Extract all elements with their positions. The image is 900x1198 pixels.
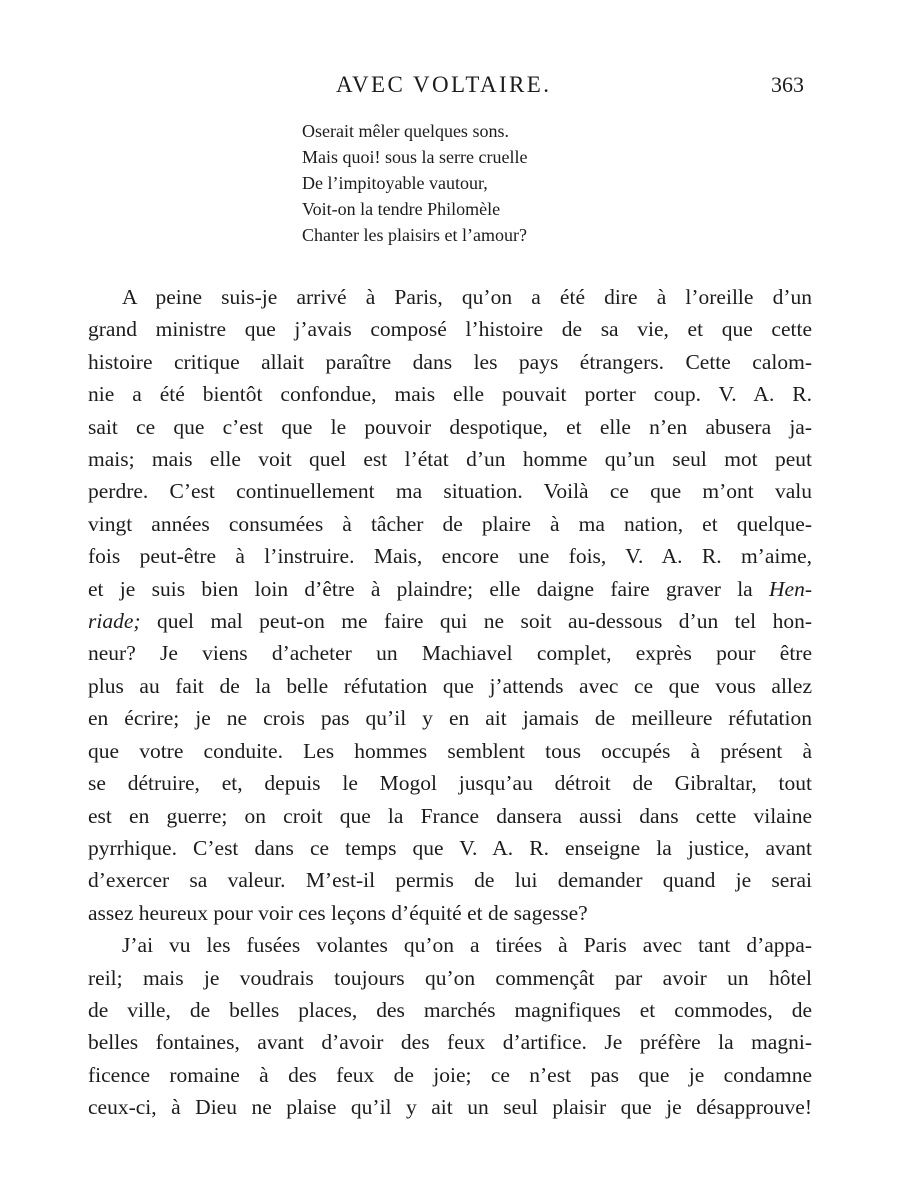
text-line: en écrire; je ne crois pas qu’il y en ait jamais de meilleure réfutation	[88, 706, 812, 731]
paragraph-2	[88, 929, 812, 1123]
text-line: A peine suis-je arrivé à Paris, qu’on a été dire à l’oreille d’un	[122, 285, 812, 309]
text-line: se détruire, et, depuis le Mogol jusqu’au détroit de Gibraltar, tout	[88, 771, 812, 796]
text-line: sait ce que c’est que le pouvoir despotique, et elle n’en abusera ja-	[88, 414, 812, 439]
text-line: pyrrhique. C’est dans ce temps que V. A. R. enseigne la justice, avant	[88, 835, 812, 860]
running-head	[0, 72, 900, 106]
verse-line: Oserait mêler quelques sons.	[302, 121, 509, 141]
text-line: histoire critique allait paraître dans les pays étrangers. Cette calom-	[88, 349, 812, 374]
text-line: nie a été bientôt confondue, mais elle pouvait porter coup. V. A. R.	[88, 382, 812, 407]
text-line	[88, 605, 812, 637]
text-line: grand ministre que j’avais composé l’histoire de sa vie, et que cette	[88, 317, 812, 342]
page-number: 363	[771, 72, 804, 97]
verse-line: Mais quoi! sous la serre cruelle	[302, 147, 528, 167]
text-line: que votre conduite. Les hommes semblent tous occupés à présent à	[88, 738, 812, 763]
text-line: ficence romaine à des feux de joie; ce n’est pas que je condamne	[88, 1062, 812, 1087]
italic-title: riade;	[88, 609, 141, 634]
text-segment: et je suis bien loin d’être à plaindre; elle daigne faire graver la	[88, 576, 753, 601]
text-line: J’ai vu les fusées volantes qu’on a tirées à Paris avec tant d’appa-	[122, 933, 812, 958]
text-line: de ville, de belles places, des marchés magnifiques et commodes, de	[88, 997, 812, 1022]
text-line: d’exercer sa valeur. M’est-il permis de lui demander quand je serai	[88, 868, 812, 893]
text-segment: quel mal peut-on me faire qui ne soit au-dessous d’un tel hon-	[157, 609, 813, 634]
text-line: perdre. C’est continuellement ma situation. Voilà ce que m’ont valu	[88, 479, 812, 504]
italic-title: Hen-	[769, 576, 812, 601]
text-line: vingt années consumées à tâcher de plaire à ma nation, et quelque-	[88, 511, 812, 536]
verse-line: Chanter les plaisirs et l’amour?	[302, 225, 527, 245]
text-line: plus au fait de la belle réfutation que j’attends avec ce que vous allez	[88, 673, 812, 698]
text-line: belles fontaines, avant d’avoir des feux d’artifice. Je préfère la magni-	[88, 1030, 812, 1055]
text-line: est en guerre; on croit que la France dansera aussi dans cette vilaine	[88, 803, 812, 828]
text-line	[88, 573, 812, 605]
body-text	[88, 281, 812, 1124]
running-title: AVEC VOLTAIRE.	[336, 72, 552, 97]
verse-line: De l’impitoyable vautour,	[302, 173, 488, 193]
paragraph-1	[88, 281, 812, 929]
text-line: assez heureux pour voir ces leçons d’équité et de sagesse?	[88, 900, 588, 925]
text-line: reil; mais je voudrais toujours qu’on commençât par avoir un hôtel	[88, 965, 812, 990]
text-line: mais; mais elle voit quel est l’état d’un homme qu’un seul mot peut	[88, 447, 812, 472]
text-line: ceux-ci, à Dieu ne plaise qu’il y ait un seul plaisir que je désapprouve!	[88, 1095, 812, 1120]
text-line: neur? Je viens d’acheter un Machiavel complet, exprès pour être	[88, 641, 812, 666]
text-line: fois peut-être à l’instruire. Mais, encore une fois, V. A. R. m’aime,	[88, 544, 812, 569]
verse-quotation	[302, 118, 527, 248]
verse-line: Voit-on la tendre Philomèle	[302, 199, 501, 219]
